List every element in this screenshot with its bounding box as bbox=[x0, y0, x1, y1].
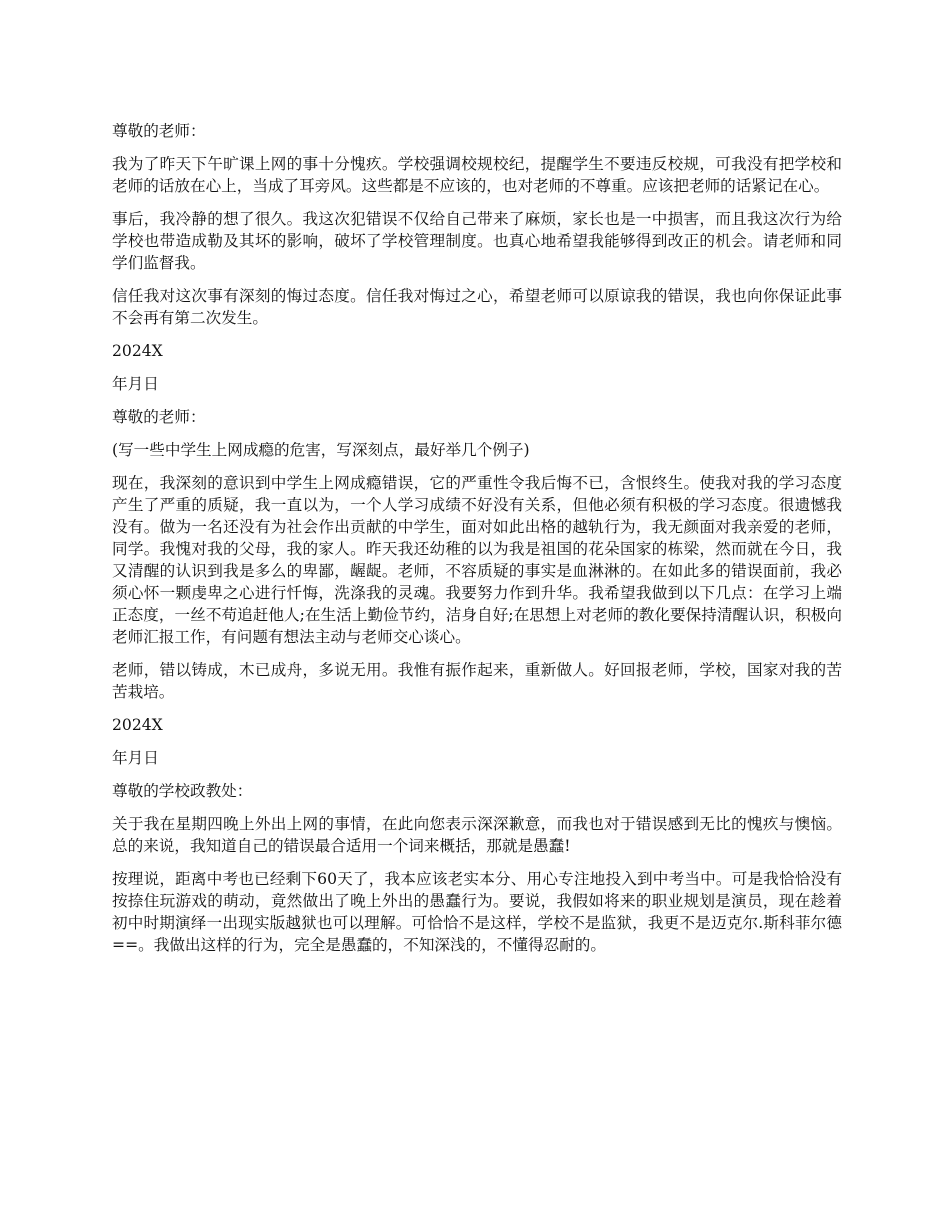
letter-1-date: 年月日 bbox=[112, 375, 159, 393]
document-page bbox=[112, 120, 842, 967]
letter-2-note: (写一些中学生上网成瘾的危害，写深刻点，最好举几个例子) bbox=[112, 441, 530, 459]
letter-3-paragraph-2: 按理说，距离中考也已经剩下60天了，我本应该老实本分、用心专注地投入到中考当中。可是我恰恰没有按捺住玩游戏的萌动，竟然做出了晚上外出的愚蠢行为。要说，我假如将来的职业规划是演员，现在趁着初中时期演绎一出现实版越狱也可以理解。可恰恰不是这样，学校不是监狱，我更不是迈克尔.斯科菲尔德==。我做出这样的行为，完全是愚蠢的，不知深浅的，不懂得忍耐的。 bbox=[112, 870, 842, 954]
letter-3-paragraph-1: 关于我在星期四晚上外出上网的事情，在此向您表示深深歉意，而我也对于错误感到无比的愧疚与懊恼。总的来说，我知道自己的错误最合适用一个词来概括，那就是愚蠢! bbox=[112, 815, 842, 855]
letter-1-paragraph-1: 我为了昨天下午旷课上网的事十分愧疚。学校强调校规校纪，提醒学生不要违反校规，可我没有把学校和老师的话放在心上，当成了耳旁风。这些都是不应该的，也对老师的不尊重。应该把老师的话紧记在心。 bbox=[112, 155, 842, 195]
letter-1-paragraph-3: 信任我对这次事有深刻的悔过态度。信任我对悔过之心，希望老师可以原谅我的错误，我也向你保证此事不会再有第二次发生。 bbox=[112, 287, 842, 327]
salutation-1: 尊敬的老师： bbox=[112, 122, 206, 140]
letter-2-date: 年月日 bbox=[112, 749, 159, 767]
salutation-2: 尊敬的老师： bbox=[112, 408, 206, 426]
letter-2-paragraph-2: 老师，错以铸成，木已成舟，多说无用。我惟有振作起来，重新做人。好回报老师，学校，国家对我的苦苦栽培。 bbox=[112, 661, 842, 701]
letter-2-year: 2024X bbox=[112, 716, 163, 734]
letter-1-paragraph-2: 事后，我冷静的想了很久。我这次犯错误不仅给自己带来了麻烦，家长也是一中损害，而且我这次行为给学校也带造成勒及其坏的影响，破坏了学校管理制度。也真心地希望我能够得到改正的机会。请老师和同学们监督我。 bbox=[112, 210, 842, 272]
salutation-3: 尊敬的学校政教处： bbox=[112, 782, 253, 800]
letter-2-paragraph-1: 现在，我深刻的意识到中学生上网成瘾错误，它的严重性令我后悔不已，含恨终生。使我对我的学习态度产生了严重的质疑，我一直以为，一个人学习成绩不好没有关系，但他必须有积极的学习态度。很遗憾我没有。做为一名还没有为社会作出贡献的中学生，面对如此出格的越轨行为，我无颜面对我亲爱的老师，同学。我愧对我的父母，我的家人。昨天我还幼稚的以为我是祖国的花朵国家的栋梁，然而就在今日，我又清醒的认识到我是多么的卑鄙，龌龊。老师，不容质疑的事实是血淋淋的。在如此多的错误面前，我必须心怀一颗虔卑之心进行忏悔，洗涤我的灵魂。我要努力作到升华。我希望我做到以下几点：在学习上端正态度，一丝不苟追赶他人;在生活上勤俭节约，洁身自好;在思想上对老师的教化要保持清醒认识，积极向老师汇报工作，有问题有想法主动与老师交心谈心。 bbox=[112, 474, 842, 646]
letter-1-year: 2024X bbox=[112, 342, 163, 360]
